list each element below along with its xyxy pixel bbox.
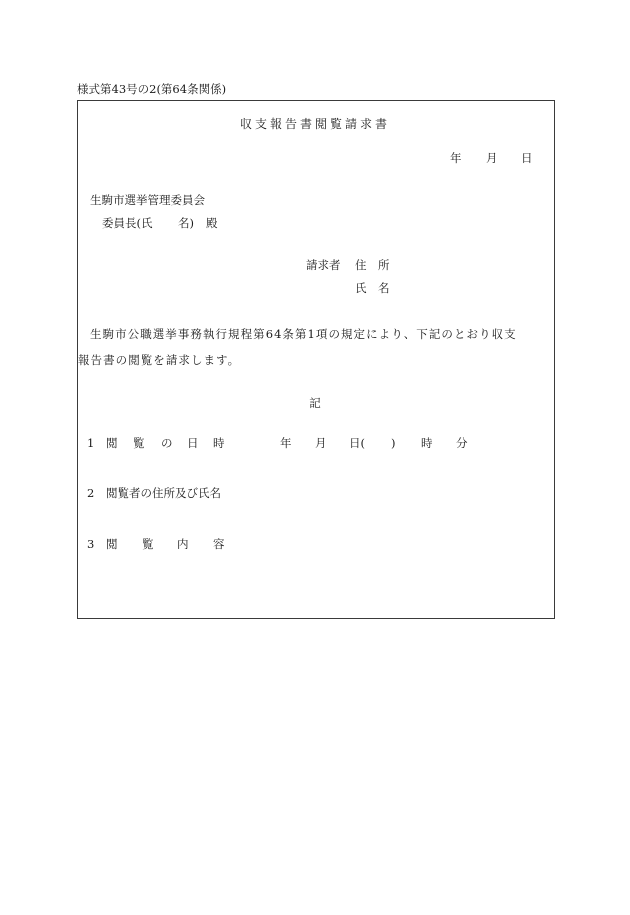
body-text-line-2: 報告書の閲覧を請求します。 — [78, 353, 241, 367]
document-title: 収支報告書閲覧請求書 — [239, 117, 390, 131]
item-1-label-char: 時 — [213, 436, 225, 450]
date-day-label: 日 — [521, 151, 533, 165]
name-label-1: 氏 — [355, 281, 367, 295]
item-1-weekday-close: ) — [391, 436, 396, 450]
chair-name-label: 名) — [178, 216, 194, 230]
body-text-line-1: 生駒市公職選挙事務執行規程第64条第1項の規定により、下記のとおり収支 — [90, 327, 517, 341]
honorific: 殿 — [206, 216, 218, 230]
address-label-1: 住 — [355, 258, 367, 272]
item-3-label-char: 覧 — [142, 537, 154, 551]
item-1-year-label: 年 — [280, 436, 292, 450]
item-1-number: 1 — [87, 436, 95, 450]
name-label-2: 名 — [378, 281, 390, 295]
item-1-minute-label: 分 — [456, 436, 468, 450]
item-1-hour-label: 時 — [421, 436, 433, 450]
chair-label: 委員長(氏 — [102, 216, 153, 230]
item-3-number: 3 — [87, 537, 95, 551]
form-number: 様式第43号の2(第64条関係) — [77, 82, 227, 96]
item-3-label-char: 容 — [213, 537, 225, 551]
item-1-day-label: 日( — [349, 436, 365, 450]
date-month-label: 月 — [486, 151, 498, 165]
item-1-label-char: 覧 — [133, 436, 145, 450]
item-2-label: 閲覧者の住所及び氏名 — [106, 486, 221, 500]
item-1-label-char: 日 — [187, 436, 199, 450]
ki-heading: 記 — [309, 396, 321, 410]
committee-name: 生駒市選挙管理委員会 — [90, 193, 205, 207]
item-1-label-char: の — [161, 436, 173, 450]
requester-label: 請求者 — [306, 258, 341, 272]
address-label-2: 所 — [378, 258, 390, 272]
item-3-label-char: 閲 — [106, 537, 118, 551]
item-3-label-char: 内 — [177, 537, 189, 551]
item-1-label-char: 閲 — [106, 436, 118, 450]
item-2-number: 2 — [87, 486, 95, 500]
date-year-label: 年 — [450, 151, 462, 165]
item-1-month-label: 月 — [315, 436, 327, 450]
